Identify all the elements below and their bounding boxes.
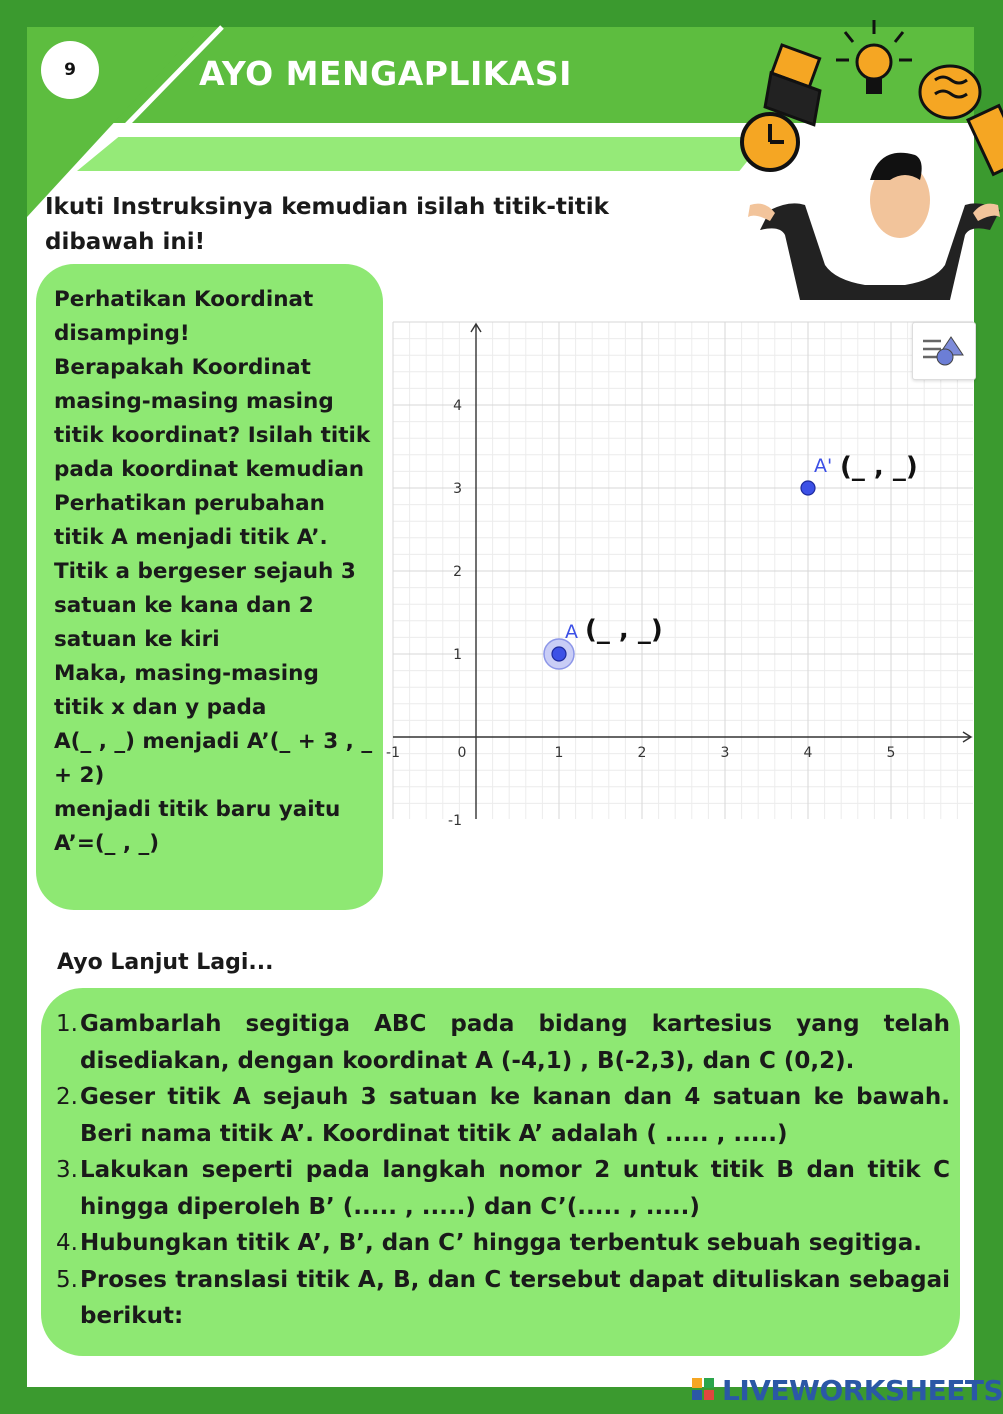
y-tick-label: 3 — [453, 481, 462, 497]
x-tick-label: 3 — [720, 745, 730, 761]
y-tick-label: 1 — [453, 647, 462, 663]
a-answer-blank[interactable]: (_ , _) — [585, 615, 663, 645]
logo-text: LIVEWORKSHEETS — [722, 1373, 1003, 1407]
step-number: 3. — [56, 1157, 78, 1183]
page-title: AYO MENGAPLIKASI — [199, 54, 572, 93]
header-stripe — [77, 137, 767, 171]
page-number: 9 — [64, 60, 76, 80]
point-a-prime — [801, 481, 815, 495]
x-tick-label: 0 — [457, 745, 467, 761]
step-text: Gambarlah segitiga ABC pada bidang kartesius yang telah disediakan, dengan koordinat A (-4,1) , B(-2,3), dan C (0,2). — [80, 1011, 950, 1074]
y-tick-label: 2 — [453, 564, 462, 580]
x-tick-label: 4 — [803, 745, 813, 761]
explanation-text: Perhatikan Koordinat disamping! Berapakah Koordinat masing-masing masing titik koordinat? Isilah titik pada koordinat kemudian Perhatikan perubahan titik A menjadi titik A’. Titik a bergeser sejauh 3 satuan ke kana dan 2 satuan ke kiri Maka, masing-masing titik x dan y pada A(_ , _) menjadi A’(_ + 3 , _ + 2) menjadi titik baru yaitu A’=(_ , _) — [54, 287, 373, 856]
step-item — [56, 1262, 950, 1335]
step-text: Geser titik A sejauh 3 satuan ke kanan dan 4 satuan ke bawah. Beri nama titik A’. Koordinat titik A’ adalah ( ..... , .....) — [80, 1084, 950, 1147]
step-text: Lakukan seperti pada langkah nomor 2 untuk titik B dan titik C hingga diperoleh B’ (..... , .....) dan C’(..... , .....) — [80, 1157, 950, 1220]
liveworksheets-logo[interactable] — [692, 1374, 1003, 1406]
step-number: 2. — [56, 1084, 78, 1110]
graph-style-icon — [921, 333, 965, 369]
step-item — [56, 1225, 950, 1262]
step-item — [56, 1006, 950, 1079]
point-label: A' — [814, 455, 833, 477]
step-text: Proses translasi titik A, B, dan C tersebut dapat dituliskan sebagai berikut: — [80, 1266, 950, 1329]
instruction-text: Ikuti Instruksinya kemudian isilah titik-titik dibawah ini! — [45, 194, 609, 255]
y-tick-label: 4 — [453, 398, 462, 414]
step-item — [56, 1152, 950, 1225]
light-bulb-icon — [836, 20, 912, 94]
section-heading: Ayo Lanjut Lagi... — [57, 950, 274, 975]
step-number: 5. — [56, 1266, 78, 1293]
x-tick-label: 5 — [886, 745, 896, 761]
point-label: A — [565, 621, 578, 643]
step-number: 1. — [56, 1011, 78, 1037]
juggling-person-illustration — [730, 10, 1000, 300]
step-number: 4. — [56, 1230, 78, 1256]
graph-style-menu-button[interactable] — [912, 322, 976, 380]
clock-icon — [742, 114, 798, 170]
page-number-badge — [41, 41, 99, 99]
ticket-icon — [968, 106, 1003, 175]
chat-bubble-icon — [920, 66, 980, 118]
x-tick-label: 1 — [554, 745, 564, 761]
step-text: Hubungkan titik A’, B’, dan C’ hingga terbentuk sebuah segitiga. — [80, 1230, 922, 1256]
step-item — [56, 1079, 950, 1152]
graph-canvas[interactable] — [386, 322, 973, 829]
steps-list — [56, 1006, 950, 1335]
coordinate-graph[interactable] — [386, 322, 973, 829]
point-a — [552, 647, 566, 661]
x-tick-label: -1 — [386, 745, 400, 761]
y-tick-label: -1 — [448, 813, 462, 829]
person-icon — [748, 153, 1000, 300]
a-prime-answer-blank[interactable]: (_ , _) — [840, 452, 918, 482]
x-tick-label: 2 — [637, 745, 647, 761]
logo-grid-icon — [692, 1378, 716, 1402]
